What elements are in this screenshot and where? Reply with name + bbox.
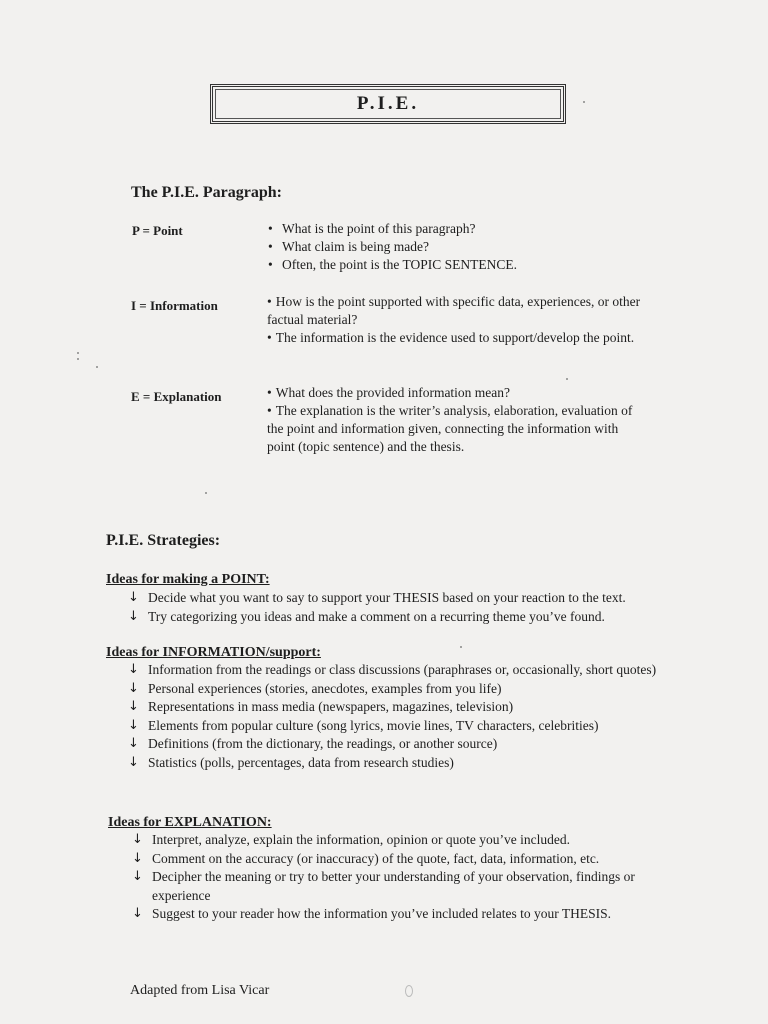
- information-paragraph: • How is the point supported with specific data, experiences, or other factual material?: [267, 294, 641, 327]
- list-item: ↓ Try categorizing you ideas and make a comment on a recurring theme you’ve found.: [128, 608, 688, 627]
- list-item: ↓ Comment on the accuracy (or inaccuracy) of the quote, fact, data, information, etc.: [132, 850, 677, 869]
- down-arrow-icon: ↓: [128, 699, 139, 714]
- list-item: ↓ Interpret, analyze, explain the information, opinion or quote you’ve included.: [132, 831, 677, 850]
- down-arrow-icon: ↓: [128, 590, 139, 605]
- point-ideas-list: [128, 589, 688, 626]
- list-item: ↓ Definitions (from the dictionary, the readings, or another source): [128, 735, 668, 754]
- list-item: ↓ Suggest to your reader how the information you’ve included relates to your THESIS.: [132, 905, 677, 924]
- down-arrow-icon: ↓: [128, 754, 139, 770]
- list-item: • What claim is being made?: [266, 238, 696, 256]
- attribution-footer: Adapted from Lisa Vicar: [130, 983, 270, 998]
- list-item: ↓ Personal experiences (stories, anecdotes, examples from you life): [128, 680, 668, 699]
- list-item: • Often, the point is the TOPIC SENTENCE.: [266, 256, 696, 274]
- bullet-icon: •: [267, 385, 272, 400]
- information-paragraph: • The information is the evidence used to support/develop the point.: [267, 330, 635, 345]
- down-arrow-icon: ↓: [128, 680, 139, 696]
- list-item: • What is the point of this paragraph?: [266, 220, 696, 238]
- down-arrow-icon: ↓: [128, 662, 139, 677]
- point-bullet-list: [266, 220, 696, 274]
- list-item: ↓ Decide what you want to say to support your THESIS based on your reaction to the text.: [128, 589, 688, 608]
- pie-paragraph-heading: The P.I.E. Paragraph:: [131, 184, 282, 201]
- down-arrow-icon: ↓: [132, 832, 143, 847]
- term-explanation: E = Explanation: [131, 389, 222, 404]
- explanation-description: [267, 384, 637, 456]
- down-arrow-icon: ↓: [128, 717, 139, 733]
- strategies-heading: P.I.E. Strategies:: [106, 532, 221, 549]
- information-ideas-heading: Ideas for INFORMATION/support:: [106, 645, 321, 660]
- explanation-paragraph: • What does the provided information mean?: [267, 385, 511, 400]
- title-box: [210, 84, 566, 124]
- down-arrow-icon: ↓: [132, 850, 143, 866]
- term-information: I = Information: [131, 298, 218, 313]
- list-item: ↓ Information from the readings or class discussions (paraphrases or, occasionally, short quotes): [128, 661, 668, 680]
- bullet-icon: •: [267, 294, 272, 309]
- list-item: ↓ Representations in mass media (newspapers, magazines, television): [128, 698, 668, 717]
- bullet-icon: •: [267, 330, 272, 345]
- down-arrow-icon: ↓: [132, 869, 143, 884]
- list-item: ↓ Decipher the meaning or try to better your understanding of your observation, findings or experience: [132, 869, 635, 903]
- down-arrow-icon: ↓: [128, 608, 139, 624]
- bullet-icon: •: [267, 403, 272, 418]
- list-item: ↓ Elements from popular culture (song lyrics, movie lines, TV characters, celebrities): [128, 717, 668, 736]
- explanation-paragraph: • The explanation is the writer’s analysis, elaboration, evaluation of the point and information given, connecting the information with point (topic sentence) and the thesis.: [267, 403, 633, 454]
- down-arrow-icon: ↓: [132, 906, 143, 921]
- down-arrow-icon: ↓: [128, 736, 139, 751]
- term-point: P = Point: [132, 223, 183, 238]
- point-ideas-heading: Ideas for making a POINT:: [106, 572, 270, 587]
- explanation-ideas-list: [132, 831, 677, 924]
- document-title: P.I.E.: [356, 93, 420, 114]
- information-ideas-list: [128, 661, 668, 772]
- list-item: ↓ Statistics (polls, percentages, data from research studies): [128, 754, 668, 773]
- information-description: [267, 293, 657, 347]
- explanation-ideas-heading: Ideas for EXPLANATION:: [108, 815, 272, 830]
